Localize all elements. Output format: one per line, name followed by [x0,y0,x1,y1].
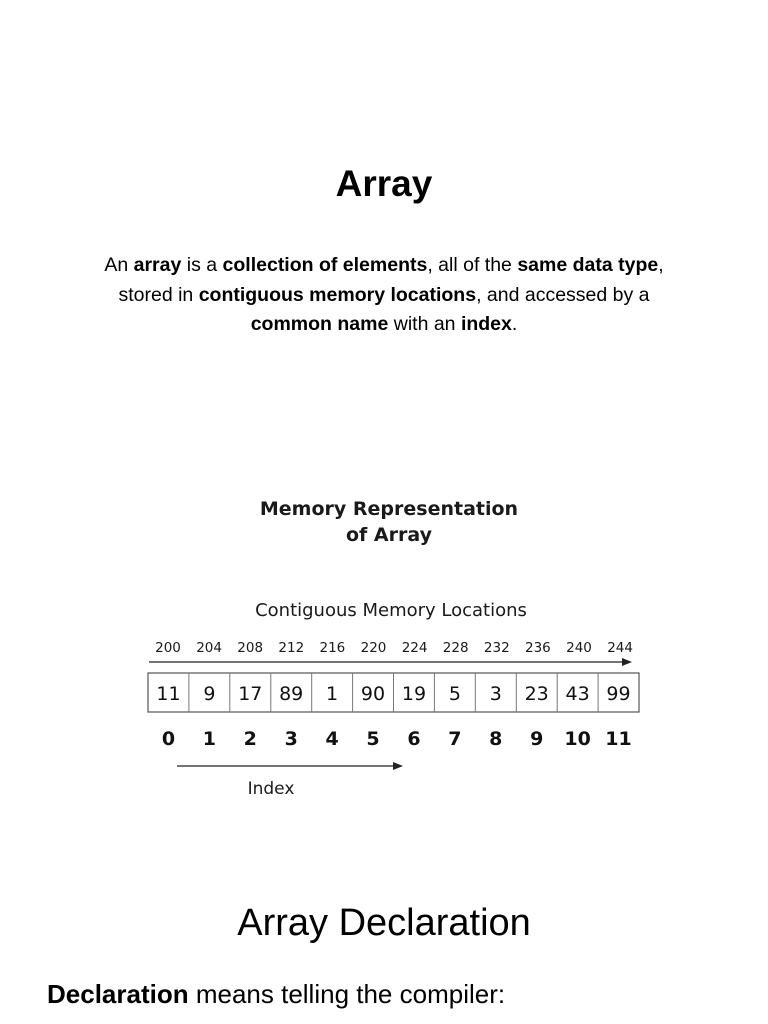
address-label: 236 [525,640,551,656]
index-value: 5 [366,728,380,750]
definition-paragraph [100,251,668,340]
index-value: 11 [605,728,632,750]
address-label: 212 [278,640,305,656]
index-value: 1 [202,728,217,750]
definition-text: . [511,313,518,335]
address-label: 224 [401,640,428,656]
address-label: 228 [442,640,469,656]
index-value: 7 [448,728,462,750]
index-value: 2 [243,728,257,750]
array-cell-value: 99 [606,683,631,705]
address-label: 240 [566,640,592,656]
definition-text: is a [181,254,223,276]
page-title: Array [335,163,433,204]
address-label: 216 [319,640,346,656]
array-cell-value: 11 [156,683,181,705]
declaration-term: Declaration [47,979,189,1009]
definition-text: with an [388,313,461,335]
address-label: 204 [196,640,222,656]
index-value: 9 [530,728,544,750]
array-cell-value: 3 [489,683,502,705]
array-cell-value: 1 [326,683,339,705]
definition-term: common name [250,313,389,335]
address-label: 220 [360,640,387,656]
array-cell-value: 23 [524,683,549,705]
address-arrow-head [622,658,632,666]
address-label: 232 [483,640,510,656]
index-labels [162,728,632,750]
diagram-title-line2: of Array [345,524,433,546]
diagram-subtitle: Contiguous Memory Locations [255,600,527,621]
definition-text: , and accessed by a [476,283,650,306]
definition-text: , all of the [427,254,518,276]
address-label: 208 [237,640,264,656]
definition-term: same data type [517,254,659,276]
diagram-title-line1: Memory Representation [259,498,519,520]
array-cell-value: 9 [203,683,216,705]
section-heading: Array Declaration [237,902,531,944]
array-cell-value: 90 [360,683,386,705]
address-label: 244 [607,640,633,656]
index-value: 0 [161,728,176,750]
address-label: 200 [155,640,181,656]
definition-text: , stored in [118,254,664,306]
memory-representation-diagram [0,470,768,810]
index-value: 8 [489,728,503,750]
index-label: Index [247,779,295,799]
definition-term: collection of elements [222,254,428,276]
array-cell-value: 19 [401,683,427,705]
array-cell-value: 89 [279,683,304,705]
definition-term: contiguous memory locations [198,283,477,306]
index-value: 6 [407,728,421,750]
declaration-sentence [47,975,747,1013]
array-cell-value: 17 [238,683,263,705]
array-cell-value: 43 [565,683,590,705]
address-labels [155,640,633,656]
definition-text: An [104,254,134,276]
index-value: 10 [564,728,591,750]
definition-term: array [133,254,182,276]
index-arrow-head [393,762,403,770]
index-value: 4 [325,728,339,750]
index-value: 3 [284,728,298,750]
array-cell-value: 5 [448,683,461,705]
declaration-rest: means telling the compiler: [188,979,506,1009]
definition-term: index [460,313,512,335]
